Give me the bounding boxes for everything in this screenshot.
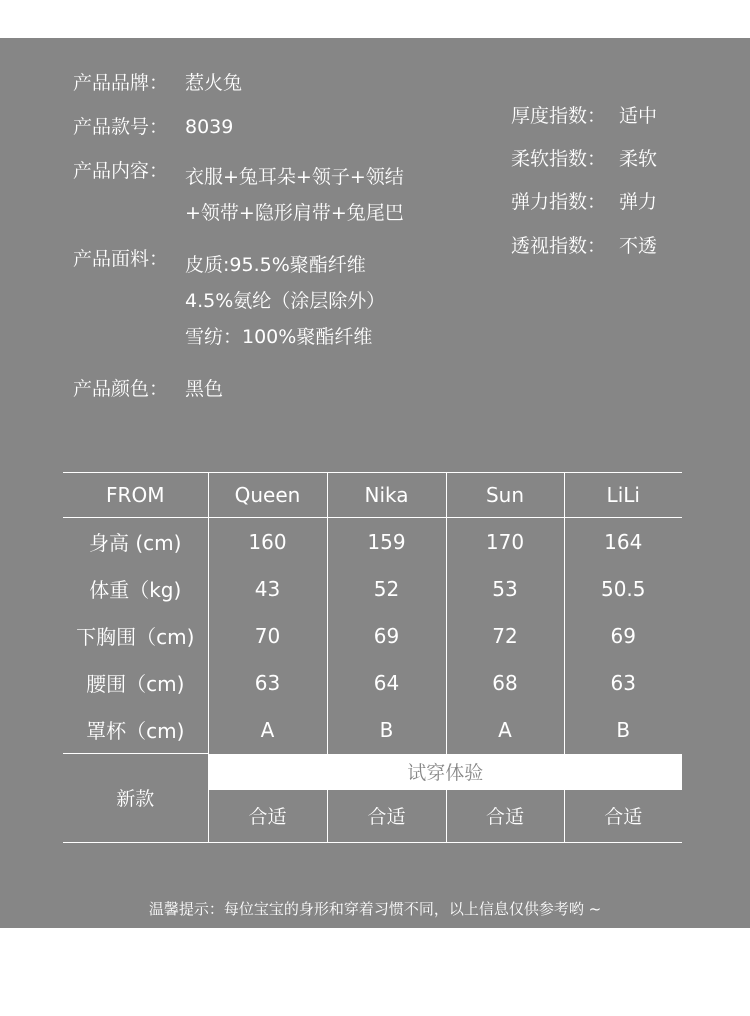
footer-note: 温馨提示：每位宝宝的身形和穿着习惯不同，以上信息仅供参考哟 ~	[148, 900, 602, 918]
try-on-label: 试穿体验	[208, 754, 682, 790]
table-cell: 69	[327, 612, 446, 659]
size-table	[63, 472, 682, 843]
table-cell: 170	[446, 518, 564, 566]
header-cell: Sun	[446, 473, 564, 518]
fabric-line: 4.5%氨纶（涂层除外）	[185, 290, 386, 312]
table-cell: 63	[208, 659, 327, 706]
table-cell: A	[446, 706, 564, 754]
table-cell: 63	[610, 670, 636, 695]
fabric-line: 雪纺：100%聚酯纤维	[185, 326, 373, 348]
fabric-line: 皮质:95.5%聚酯纤维	[185, 254, 366, 276]
brand-row	[73, 74, 242, 93]
table-cell: 69	[610, 623, 636, 648]
fit-cell: 合适	[327, 790, 446, 843]
contents-line: 衣服+兔耳朵+领子+领结	[185, 166, 404, 188]
table-cell: 53	[446, 565, 564, 612]
model-label: 产品款号：	[73, 116, 169, 138]
header-cell: Nika	[327, 473, 446, 518]
table-cell: 50.5	[600, 576, 646, 601]
table-cell: 64	[327, 659, 446, 706]
index-label: 柔软指数：	[511, 148, 607, 170]
table-cell: 70	[208, 612, 327, 659]
header-cell: Queen	[208, 473, 327, 518]
index-value: 适中	[619, 105, 658, 127]
header-cell: LiLi	[564, 473, 682, 518]
fabric-value	[185, 250, 385, 358]
row-label: 罩杯（cm)	[63, 706, 208, 754]
header-cell: FROM	[63, 473, 208, 518]
transparency-index-row	[511, 237, 657, 256]
color-row	[73, 380, 223, 399]
table-cell: 72	[446, 612, 564, 659]
fit-cell: 合适	[208, 790, 327, 843]
index-value: 弹力	[619, 191, 658, 213]
row-label: 腰围（cm)	[63, 659, 208, 706]
table-cell: 68	[446, 659, 564, 706]
table-row	[63, 706, 682, 754]
softness-index-row	[511, 150, 657, 169]
table-cell: B	[327, 706, 446, 754]
row-label: 下胸围（cm)	[63, 612, 208, 659]
fit-cell: 合适	[564, 790, 682, 843]
new-style-label: 新款	[63, 754, 208, 843]
table-row	[63, 612, 682, 659]
table-cell: 52	[327, 565, 446, 612]
fabric-row	[73, 250, 185, 269]
table-row	[63, 518, 682, 566]
row-label: 体重（kg)	[63, 565, 208, 612]
index-label: 厚度指数：	[511, 105, 607, 127]
color-label: 产品颜色：	[73, 378, 169, 400]
brand-label: 产品品牌：	[73, 72, 169, 94]
brand-value: 惹火兔	[185, 72, 243, 94]
contents-label: 产品内容：	[73, 160, 169, 182]
index-label: 透视指数：	[511, 235, 607, 257]
try-on-header-row	[63, 754, 682, 790]
table-row	[63, 565, 682, 612]
model-row	[73, 118, 233, 137]
table-cell: 43	[208, 565, 327, 612]
table-cell: 164	[604, 529, 643, 554]
table-row	[63, 659, 682, 706]
contents-row	[73, 162, 185, 181]
contents-line: +领带+隐形肩带+兔尾巴	[185, 202, 404, 224]
elasticity-index-row	[511, 193, 657, 212]
table-cell: A	[208, 706, 327, 754]
table-cell: 159	[327, 518, 446, 566]
row-label: 身高 (cm)	[63, 518, 208, 566]
contents-value	[185, 162, 404, 234]
fit-cell: 合适	[446, 790, 564, 843]
model-value: 8039	[185, 116, 234, 138]
color-value: 黑色	[185, 378, 224, 400]
index-value: 柔软	[619, 148, 658, 170]
product-info-panel	[0, 38, 750, 928]
table-header-row	[63, 473, 682, 518]
thickness-index-row	[511, 107, 657, 126]
fabric-label: 产品面料：	[73, 248, 169, 270]
table-cell: B	[616, 717, 631, 742]
index-label: 弹力指数：	[511, 191, 607, 213]
index-value: 不透	[619, 235, 658, 257]
table-cell: 160	[208, 518, 327, 566]
